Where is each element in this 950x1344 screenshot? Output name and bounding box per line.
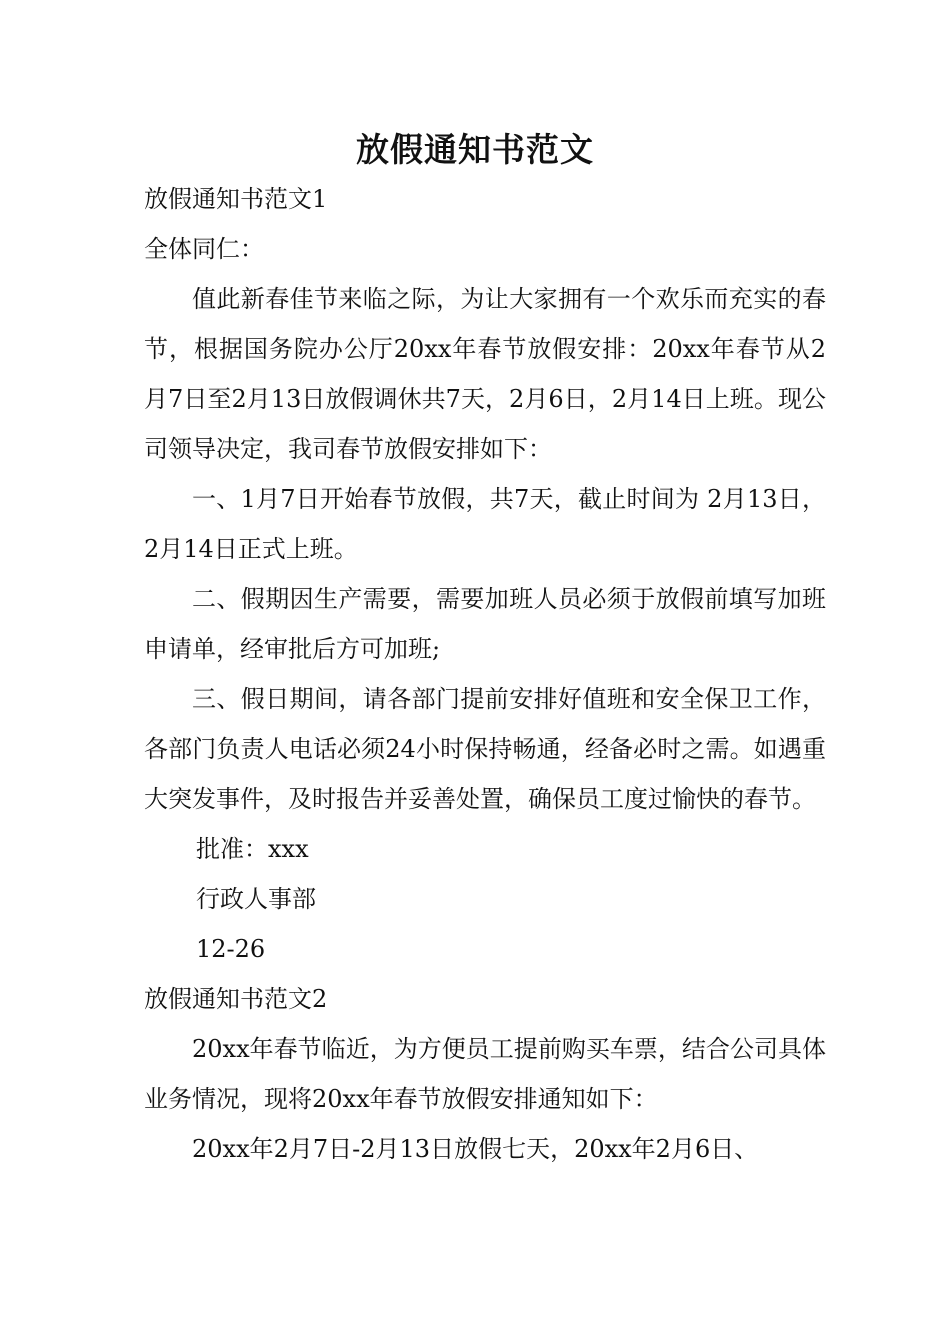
section-heading-1: 放假通知书范文1	[144, 185, 328, 213]
department-line: 行政人事部	[196, 885, 316, 913]
salutation: 全体同仁：	[144, 235, 264, 263]
item-one: 一、1月7日开始春节放假，共7天，截止时间为 2月13日，2月14日正式上班。	[144, 485, 826, 563]
item-two: 二、假期因生产需要，需要加班人员必须于放假前填写加班申请单，经审批后方可加班;	[144, 585, 826, 663]
document-body	[144, 174, 826, 1174]
item-three: 三、假日期间，请各部门提前安排好值班和安全保卫工作，各部门负责人电话必须24小时保持畅通，经备必时之需。如遇重大突发事件，及时报告并妥善处置，确保员工度过愉快的春节。	[144, 685, 826, 813]
document-title: 放假通知书范文	[356, 130, 594, 169]
section-2-schedule: 20xx年2月7日-2月13日放假七天，20xx年2月6日、	[192, 1135, 759, 1163]
section-2-intro: 20xx年春节临近，为方便员工提前购买车票，结合公司具体业务情况，现将20xx年春节放假安排通知如下：	[144, 1035, 826, 1113]
section-heading-2: 放假通知书范文2	[144, 985, 328, 1013]
approval-line: 批准：xxx	[196, 835, 309, 863]
intro-paragraph: 值此新春佳节来临之际，为让大家拥有一个欢乐而充实的春节，根据国务院办公厅20xx年春节放假安排：20xx年春节从2月7日至2月13日放假调休共7天，2月6日，2月14日上班。现公司领导决定，我司春节放假安排如下：	[144, 285, 826, 463]
date-line: 12-26	[196, 935, 266, 963]
